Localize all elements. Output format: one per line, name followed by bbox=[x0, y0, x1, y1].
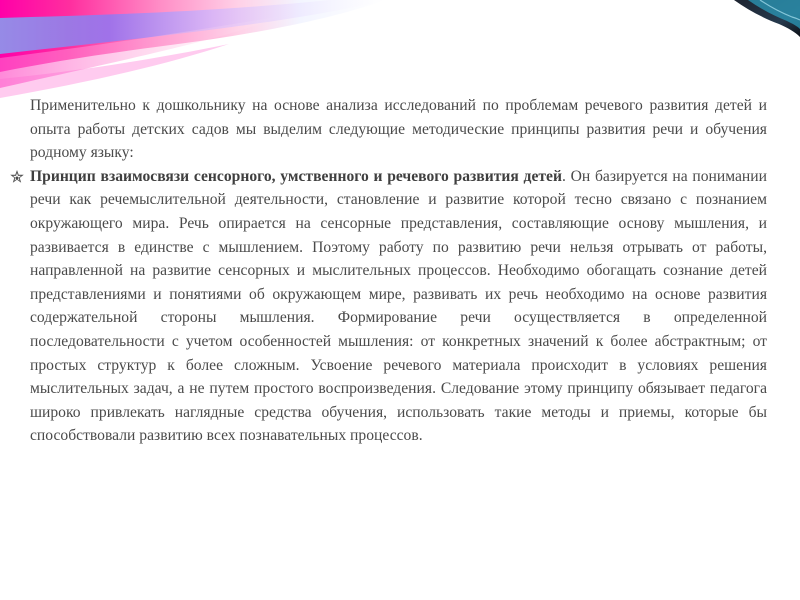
principle-title: Принцип взаимосвязи сенсорного, умственного и речевого развития детей bbox=[30, 167, 562, 185]
decorative-corner-swoosh bbox=[730, 0, 800, 40]
slide-content bbox=[30, 94, 767, 448]
principle-body: . Он базируется на понимании речи как речемыслительной деятельности, становление и развитие которой тесно связано с познанием окружающего мира. Речь опирается на сенсорные представления, составляющие основу мышления, и развивается в единстве с мышлением. Поэтому работу по развитию речи нельзя отрывать от работы, направленной на развитие сенсорных и мыслительных процессов. Необходимо обогащать сознание детей представлениями и понятиями об окружающем мире, развивать их речь необходимо на основе развития содержательной стороны мышления. Формирование речи осуществляется в определенной последовательности с учетом особенностей мышления: от конкретных значений к более абстрактным; от простых структур к более сложным. Усвоение речевого материала происходит в условиях решения мыслительных задач, а не путем простого воспроизведения. Следование этому принципу обязывает педагога широко привлекать наглядные средства обучения, использовать такие методы и приемы, которые бы способствовали развитию всех познавательных процессов. bbox=[30, 167, 767, 445]
principle-paragraph bbox=[30, 165, 767, 448]
diamond-bullet-icon bbox=[8, 165, 28, 189]
intro-paragraph: Применительно к дошкольнику на основе анализа исследований по проблемам речевого развития детей и опыта работы детских садов мы выделим следующие методические принципы развития речи и обучения родному языку: bbox=[30, 97, 767, 162]
